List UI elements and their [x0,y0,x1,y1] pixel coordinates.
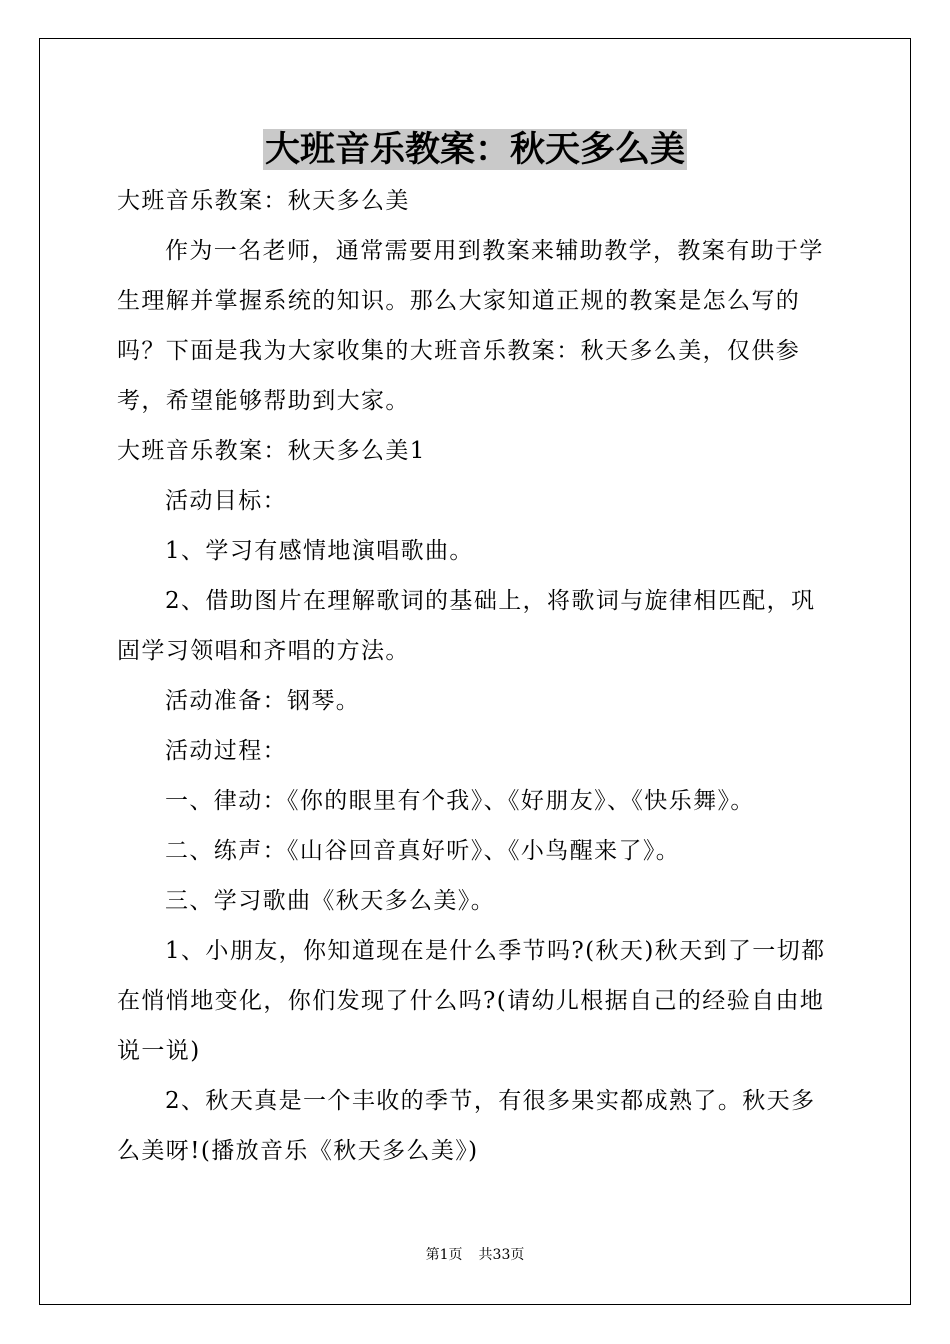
subtitle-paragraph: 大班音乐教案：秋天多么美 [117,188,410,214]
intro-paragraph: 作为一名老师，通常需要用到教案来辅助教学，教案有助于学生理解并掌握系统的知识。那么大家知道正规的教案是怎么写的吗？下面是我为大家收集的大班音乐教案：秋天多么美，仅供参考，希望能够帮助到大家。 [117,238,824,414]
process-step-2: 二、练声：《山谷回音真好听》、《小鸟醒来了》。 [165,838,681,864]
objective-item-2: 2、借助图片在理解歌词的基础上，将歌词与旋律相匹配，巩固学习领唱和齐唱的方法。 [117,588,816,664]
process-substep-2: 2、秋天真是一个丰收的季节，有很多果实都成熟了。秋天多么美呀!(播放音乐《秋天多么美》) [117,1088,816,1164]
process-substep-1: 1、小朋友，你知道现在是什么季节吗?(秋天)秋天到了一切都在悄悄地变化，你们发现了什么吗?(请幼儿根据自己的经验自由地说一说) [117,938,826,1064]
page-footer [0,1245,950,1265]
page-number: 第1页 [425,1247,463,1263]
process-step-3: 三、学习歌曲《秋天多么美》。 [165,888,496,914]
document-title-text: 大班音乐教案：秋天多么美 [264,129,685,170]
preparation-paragraph: 活动准备：钢琴。 [165,688,361,714]
objectives-heading: 活动目标： [165,488,287,514]
document-title [0,126,950,174]
section-heading: 大班音乐教案：秋天多么美1 [117,438,426,464]
process-step-1: 一、律动：《你的眼里有个我》、《好朋友》、《快乐舞》。 [165,788,755,814]
document-body [117,176,833,1176]
objective-item-1: 1、学习有感情地演唱歌曲。 [165,538,474,564]
page-total: 共33页 [478,1247,525,1263]
process-heading: 活动过程： [165,738,287,764]
